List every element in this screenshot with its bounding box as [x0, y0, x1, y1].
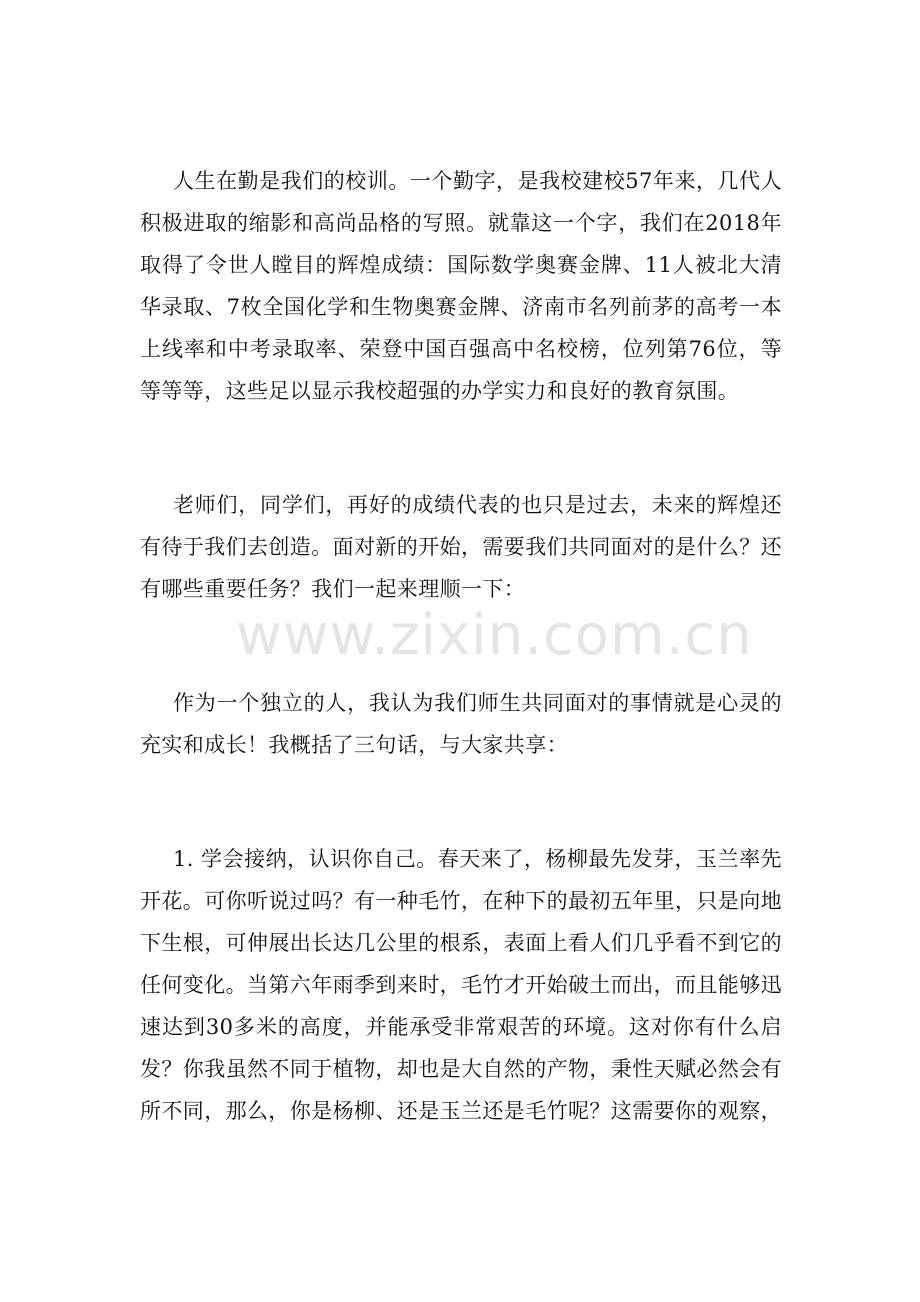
document-body: [140, 160, 782, 1204]
paragraph-school-motto: 人生在勤是我们的校训。一个勤字，是我校建校57年来，几代人积极进取的缩影和高尚品格的写照。就靠这一个字，我们在2018年取得了令世人瞠目的辉煌成绩：国际数学奥赛金牌、11人被北大清华录取、7枚全国化学和生物奥赛金牌、济南市名列前茅的高考一本上线率和中考录取率、荣登中国百强高中名校榜，位列第76位，等等等等，这些足以显示我校超强的办学实力和良好的教育氛围。: [140, 169, 782, 403]
paragraph-future: 老师们，同学们，再好的成绩代表的也只是过去，未来的辉煌还有待于我们去创造。面对新的开始，需要我们共同面对的是什么？还有哪些重要任务？我们一起来理顺一下：: [140, 493, 782, 601]
watermark: www.zixin.com.cn: [236, 603, 753, 668]
paragraph-growth: 作为一个独立的人，我认为我们师生共同面对的事情就是心灵的充实和成长！我概括了三句话，与大家共享：: [140, 691, 782, 757]
paragraph-point-one: 1. 学会接纳，认识你自己。春天来了，杨柳最先发芽，玉兰率先开花。可你听说过吗？有一种毛竹，在种下的最初五年里，只是向地下生根，可伸展出长达几公里的根系，表面上看人们几乎看不到它的任何变化。当第六年雨季到来时，毛竹才开始破土而出，而且能够迅速达到30多米的高度，并能承受非常艰苦的环境。这对你有什么启发？你我虽然不同于植物，却也是大自然的产物，秉性天赋必然会有所不同，那么，你是杨柳、还是玉兰还是毛竹呢？这需要你的观察，: [140, 847, 782, 1123]
